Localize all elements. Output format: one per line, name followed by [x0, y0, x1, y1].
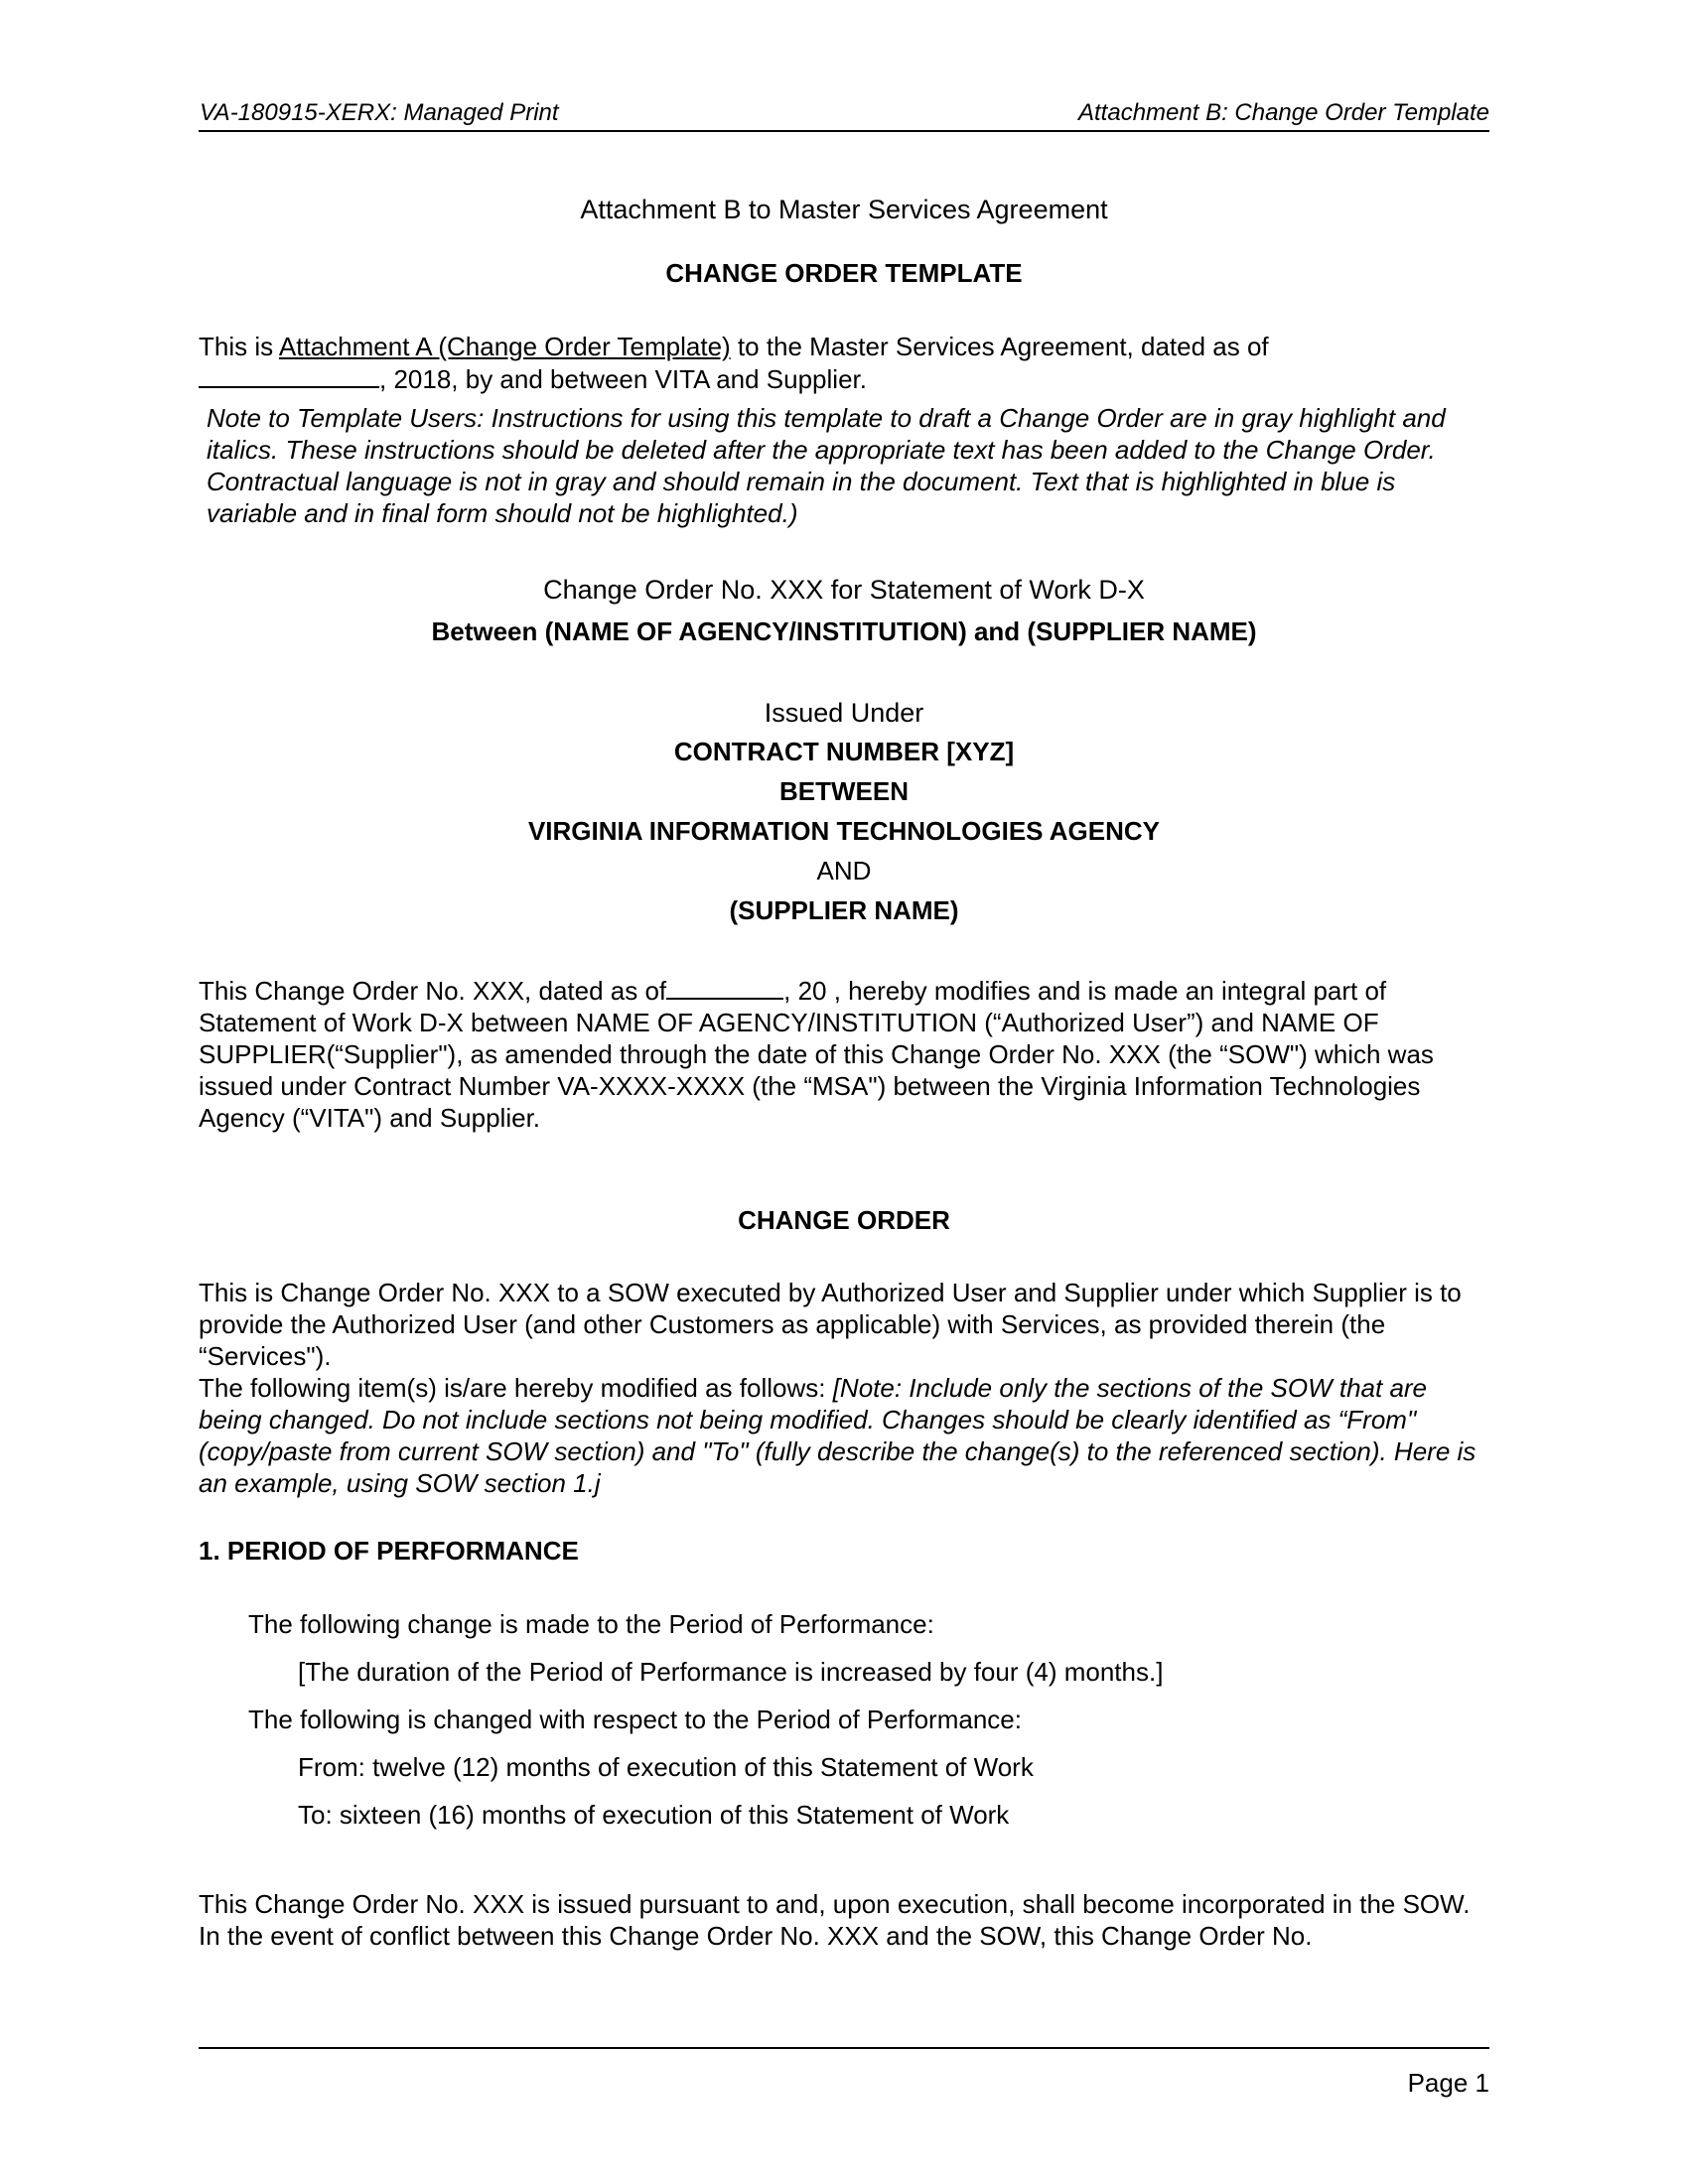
intro-line-2-text: , 2018, by and between VITA and Supplier. [379, 364, 867, 394]
vita-name: VIRGINIA INFORMATION TECHNOLOGIES AGENCY [527, 816, 1161, 846]
change-order-title: Change Order No. XXX for Statement of Work D-X [543, 575, 1145, 605]
header-right: Attachment B: Change Order Template [1078, 99, 1489, 126]
change-order-preamble [199, 974, 1489, 1134]
section-1-line-3: The following is changed with respect to the Period of Performance: [248, 1705, 1022, 1734]
header-left: VA-180915-XERX: Managed Print [200, 99, 559, 126]
modification-paragraph [199, 1372, 1489, 1499]
intro-line-2 [199, 362, 1489, 395]
preamble-text-before: This Change Order No. XXX, dated as of [199, 976, 667, 1006]
section-1-heading: 1. PERIOD OF PERFORMANCE [199, 1536, 579, 1566]
modification-text: The following item(s) is/are hereby modified as follows: [199, 1373, 833, 1403]
change-order-body: This is Change Order No. XXX to a SOW executed by Authorized User and Supplier under which Supplier is to provide the Authorized User (and other Customers as applicable) with Services, as provided therein (the “Services"). [199, 1278, 1462, 1371]
dated-blank[interactable] [666, 974, 783, 1000]
page-label: Page 1 [1407, 2068, 1489, 2098]
issued-under: Issued Under [764, 698, 924, 728]
change-order-heading: CHANGE ORDER [738, 1205, 950, 1235]
header-divider [199, 130, 1489, 132]
supplier-name: (SUPPLIER NAME) [729, 895, 959, 925]
and-label: AND [816, 856, 872, 886]
footer-divider [199, 2047, 1489, 2049]
section-1-line-2: [The duration of the Period of Performance is increased by four (4) months.] [298, 1657, 1164, 1687]
incorporation-paragraph: This Change Order No. XXX is issued pursuant to and, upon execution, shall become incorporated in the SOW. In the event of conflict between this Change Order No. XXX and the SOW, this Change Order No. [199, 1889, 1471, 1951]
intro-line-1 [199, 331, 1489, 362]
between-label: BETWEEN [779, 776, 909, 806]
footer-page-number [1407, 2067, 1489, 2098]
template-title: CHANGE ORDER TEMPLATE [665, 258, 1023, 288]
section-1-from: From: twelve (12) months of execution of this Statement of Work [298, 1752, 1034, 1782]
intro-text-after: to the Master Services Agreement, dated as of [730, 332, 1269, 361]
section-1-to: To: sixteen (16) months of execution of this Statement of Work [298, 1800, 1010, 1830]
attachment-line: Attachment B to Master Services Agreement [580, 195, 1108, 224]
between-parties-line: Between (NAME OF AGENCY/INSTITUTION) and (SUPPLIER NAME) [431, 616, 1257, 646]
modification-note: [Note: Include only the sections of the SOW that are being changed. Do not include sections not being modified. Changes should be clearly identified as “From" (copy/paste from current SOW section) and "To" (fully describe the change(s) to the referenced section). Here is an example, using SOW section 1.j [199, 1373, 1477, 1498]
intro-text-before: This is [199, 332, 279, 361]
section-1-line-1: The following change is made to the Period of Performance: [248, 1609, 934, 1639]
template-note: Note to Template Users: Instructions for using this template to draft a Change Order are in gray highlight and italics. These instructions should be deleted after the appropriate text has been added to the Change Order. Contractual language is not in gray and should remain in the document. Text that is highlighted in blue is variable and in final form should not be highlighted.) [207, 403, 1446, 528]
contract-number: CONTRACT NUMBER [XYZ] [673, 737, 1015, 766]
date-blank[interactable] [199, 362, 379, 388]
preamble-text-after: , 20 , hereby modifies and is made an integral part of Statement of Work D-X between NAME OF AGENCY/INSTITUTION (“Authorized User”) and NAME OF SUPPLIER(“Supplier"), as amended through the date of this Change Order No. XXX (the “SOW") which was issued under Contract Number VA-XXXX-XXXX (the “MSA") between the Virginia Information Technologies Agency (“VITA") and Supplier. [199, 976, 1434, 1133]
attachment-link[interactable]: Attachment A (Change Order Template) [278, 332, 731, 361]
intro-paragraph [199, 331, 1489, 395]
